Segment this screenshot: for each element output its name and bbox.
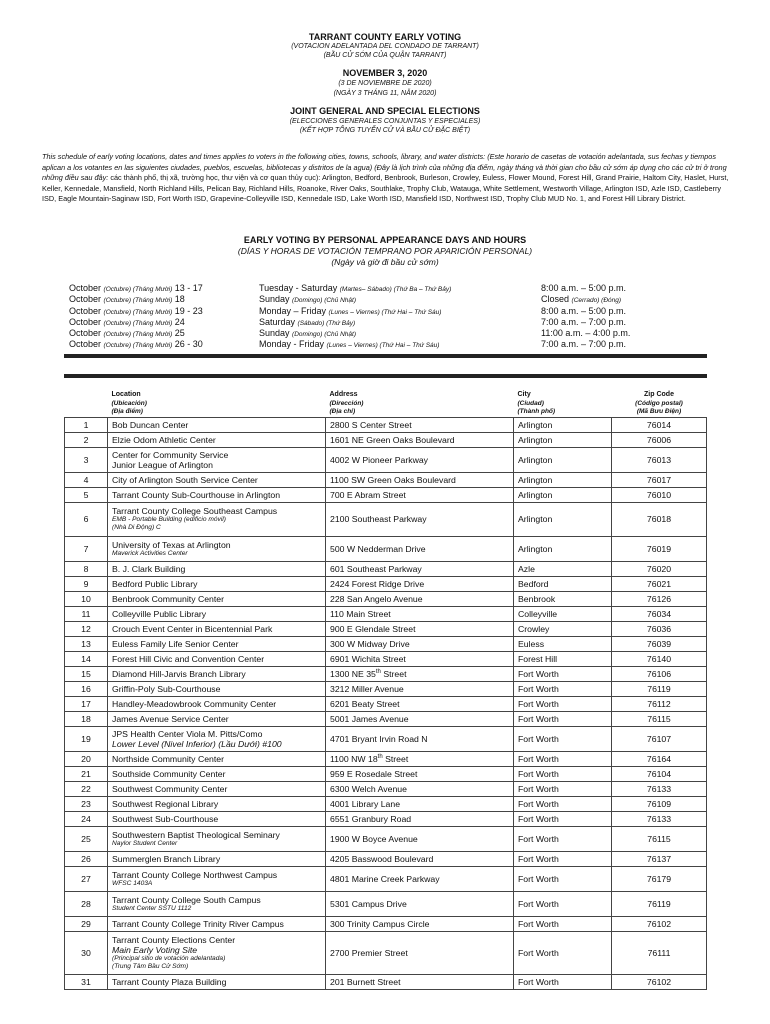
zip-cell: 76126	[612, 591, 707, 606]
location-line: Southwestern Baptist Theological Seminary	[112, 829, 280, 840]
zip-cell: 76112	[612, 696, 707, 711]
table-row	[65, 432, 707, 447]
col-city-header	[514, 389, 612, 417]
row-number: 27	[65, 866, 108, 891]
schedule-dates: October (Octubre) (Tháng Mười) 25	[69, 328, 185, 339]
table-row	[65, 711, 707, 726]
table-row	[65, 766, 707, 781]
address-cell: 5001 James Avenue	[326, 711, 514, 726]
city-cell: Crowley	[514, 621, 612, 636]
divider	[64, 354, 707, 358]
table-row	[65, 931, 707, 974]
zip-cell: 76115	[612, 711, 707, 726]
election-type: JOINT GENERAL AND SPECIAL ELECTIONS	[290, 106, 480, 116]
location-line: Colleyville Public Library	[112, 608, 207, 619]
schedule-row	[69, 317, 689, 328]
row-number: 18	[65, 711, 108, 726]
table-row	[65, 826, 707, 851]
zip-cell: 76115	[612, 826, 707, 851]
location-line: Bedford Public Library	[112, 578, 198, 589]
city-cell: Forest Hill	[514, 651, 612, 666]
table-row	[65, 974, 707, 989]
city-cell: Fort Worth	[514, 696, 612, 711]
doc-title-es: (VOTACION ADELANTADA DEL CONDADO DE TARRANT)	[291, 43, 479, 50]
table-row	[65, 891, 707, 916]
city-cell: Arlington	[514, 472, 612, 487]
zip-cell: 76137	[612, 851, 707, 866]
address-cell: 1900 W Boyce Avenue	[326, 826, 514, 851]
location-cell	[108, 711, 326, 726]
location-cell	[108, 487, 326, 502]
schedule-days: Sunday (Domingo) (Chủ Nhật)	[259, 328, 356, 339]
location-cell	[108, 826, 326, 851]
location-cell	[108, 472, 326, 487]
schedule-hours: 8:00 a.m. – 5:00 p.m.	[541, 283, 627, 293]
schedule-row	[69, 283, 689, 294]
location-cell	[108, 591, 326, 606]
location-line: Tarrant County College Trinity River Campus	[112, 918, 284, 929]
address-cell: 201 Burnett Street	[326, 974, 514, 989]
zip-cell: 76017	[612, 472, 707, 487]
schedule-hours: 11:00 a.m. – 4:00 p.m.	[541, 328, 631, 339]
table-row	[65, 651, 707, 666]
zip-cell: 76119	[612, 891, 707, 916]
city-cell: Colleyville	[514, 606, 612, 621]
location-line: Southside Community Center	[112, 768, 226, 779]
location-cell	[108, 851, 326, 866]
row-number: 13	[65, 636, 108, 651]
schedule-days: Sunday (Domingo) (Chủ Nhật)	[259, 294, 356, 305]
location-line: Maverick Activities Center	[112, 549, 188, 557]
schedule-days: Tuesday - Saturday (Martes– Sábado) (Thứ Ba – Thứ Bảy)	[259, 283, 452, 293]
address-cell: 2800 S Center Street	[326, 417, 514, 432]
address-cell: 6300 Welch Avenue	[326, 781, 514, 796]
zip-cell: 76109	[612, 796, 707, 811]
city-cell: Fort Worth	[514, 974, 612, 989]
row-number: 26	[65, 851, 108, 866]
zip-cell: 76014	[612, 417, 707, 432]
col-zip-label: Zip Code	[644, 391, 674, 398]
location-line: Tarrant County College Southeast Campus	[112, 506, 278, 516]
col-city-es: (Ciudad)	[517, 399, 544, 407]
zip-cell: 76107	[612, 726, 707, 751]
row-number: 21	[65, 766, 108, 781]
location-cell	[108, 916, 326, 931]
city-cell: Fort Worth	[514, 851, 612, 866]
location-cell	[108, 681, 326, 696]
row-number: 15	[65, 666, 108, 681]
city-cell: Fort Worth	[514, 711, 612, 726]
address-cell: 1300 NE 35th Street	[326, 666, 514, 681]
intro-districts: Arlington, Bedford, Benbrook, Burleson, Crowley, Euless, Flower Mound, Forest Hill, Grand Prairie, Haltom City, Haslet, Hurst, Keller, Kennedale, Mansfield, North Richland Hills, Pelican Bay, Richland Hills, Roanoke, River Oaks, Southlake, Trophy Club, Watauga, White Settlement, Westworth Village, Arlington ISD, Azle ISD, Castleberry ISD, Eagle Mountain-Saginaw ISD, Fort Worth ISD, Grapevine-Colleyville ISD, Kennedale ISD, Lake Worth ISD, Mansfield ISD, Northwest ISD, Trophy Club MUD No. 1, and Forest Hill Library District.	[42, 173, 729, 204]
address-cell: 300 Trinity Campus Circle	[326, 916, 514, 931]
address-cell: 2424 Forest Ridge Drive	[326, 576, 514, 591]
location-cell	[108, 931, 326, 974]
city-cell: Benbrook	[514, 591, 612, 606]
table-row	[65, 536, 707, 561]
location-cell	[108, 576, 326, 591]
location-line: (Nhà Di Động) C	[112, 524, 161, 531]
locations-table	[64, 389, 707, 990]
table-row	[65, 487, 707, 502]
row-number: 12	[65, 621, 108, 636]
table-header	[65, 389, 707, 417]
location-line: Griffin-Poly Sub-Courthouse	[112, 683, 221, 694]
location-line: Tarrant County College Northwest Campus	[112, 869, 278, 880]
location-line: Tarrant County Elections Center	[112, 934, 236, 945]
address-cell: 6551 Granbury Road	[326, 811, 514, 826]
location-line: Summerglen Branch Library	[112, 853, 221, 864]
row-number: 25	[65, 826, 108, 851]
city-cell: Fort Worth	[514, 681, 612, 696]
zip-cell: 76036	[612, 621, 707, 636]
city-cell: Fort Worth	[514, 811, 612, 826]
schedule-list	[69, 283, 689, 351]
address-cell: 4205 Basswood Boulevard	[326, 851, 514, 866]
city-cell: Arlington	[514, 487, 612, 502]
zip-cell: 76019	[612, 536, 707, 561]
divider	[64, 374, 707, 378]
schedule-days: Saturday (Sábado) (Thứ Bảy)	[259, 316, 356, 327]
table-row	[65, 636, 707, 651]
schedule-hours: 7:00 a.m. – 7:00 p.m.	[541, 339, 627, 350]
address-cell: 3212 Miller Avenue	[326, 681, 514, 696]
city-cell: Fort Worth	[514, 891, 612, 916]
schedule-hours: 8:00 a.m. – 5:00 p.m.	[541, 305, 627, 316]
location-cell	[108, 974, 326, 989]
table-row	[65, 781, 707, 796]
city-cell: Bedford	[514, 576, 612, 591]
col-address-label: Address	[329, 391, 358, 398]
doc-title-vi: (BẦU CỬ SỚM CỦA QUẬN TARRANT)	[323, 52, 447, 59]
table-row	[65, 502, 707, 536]
location-cell	[108, 781, 326, 796]
table-row	[65, 851, 707, 866]
location-cell	[108, 536, 326, 561]
election-date-vi: (NGÀY 3 THÁNG 11, NĂM 2020)	[333, 90, 437, 97]
row-number: 19	[65, 726, 108, 751]
address-cell: 500 W Nedderman Drive	[326, 536, 514, 561]
table-row	[65, 606, 707, 621]
address-cell: 6901 Wichita Street	[326, 651, 514, 666]
address-cell: 900 E Glendale Street	[326, 621, 514, 636]
schedule-hours: 7:00 a.m. – 7:00 p.m.	[541, 316, 627, 327]
table-row	[65, 561, 707, 576]
zip-cell: 76020	[612, 561, 707, 576]
location-line: Lower Level (Nivel Inferior) (Lầu Dưới) #100	[112, 738, 282, 749]
city-cell: Fort Worth	[514, 726, 612, 751]
location-cell	[108, 866, 326, 891]
city-cell: Arlington	[514, 536, 612, 561]
location-line: Diamond Hill-Jarvis Branch Library	[112, 668, 246, 679]
row-number: 8	[65, 561, 108, 576]
schedule-row	[69, 339, 689, 350]
location-line: Main Early Voting Site	[112, 944, 198, 955]
row-number: 31	[65, 974, 108, 989]
doc-title: TARRANT COUNTY EARLY VOTING	[308, 32, 462, 42]
table-row	[65, 666, 707, 681]
zip-cell: 76018	[612, 502, 707, 536]
city-cell: Arlington	[514, 447, 612, 472]
city-cell: Euless	[514, 636, 612, 651]
intro-spanish: (Este horario de casetas de votación adelantada, sus fechas y tiempos aplican a los votantes en las siguientes ciudades, pueblos, escuelas, bibliotecas y distritos de la agua)	[42, 152, 716, 172]
schedule-row	[69, 306, 689, 317]
location-cell	[108, 502, 326, 536]
schedule-title: EARLY VOTING BY PERSONAL APPEARANCE DAYS AND HOURS	[243, 235, 527, 245]
col-address-es: (Dirección)	[329, 399, 364, 407]
location-line: Tarrant County Plaza Building	[112, 976, 227, 987]
col-zip-es: (Código postal)	[635, 399, 683, 407]
address-cell: 2100 Southeast Parkway	[326, 502, 514, 536]
row-number: 5	[65, 487, 108, 502]
schedule-hours: Closed (Cerrado) (Đóng)	[541, 294, 622, 305]
row-number: 17	[65, 696, 108, 711]
row-number: 20	[65, 751, 108, 766]
table-row	[65, 696, 707, 711]
schedule-days: Monday - Friday (Lunes – Viernes) (Thứ Hai – Thứ Sáu)	[259, 339, 440, 350]
location-line: University of Texas at Arlington	[112, 539, 231, 550]
location-line: Southwest Sub-Courthouse	[112, 813, 219, 824]
location-cell	[108, 651, 326, 666]
election-type-es: (ELECCIONES GENERALES CONJUNTAS Y ESPECIALES)	[289, 118, 481, 125]
zip-cell: 76039	[612, 636, 707, 651]
table-row	[65, 621, 707, 636]
location-cell	[108, 621, 326, 636]
location-line: Tarrant County College South Campus	[112, 894, 261, 905]
table-row	[65, 417, 707, 432]
schedule-dates: October (Octubre) (Tháng Mười) 18	[69, 294, 185, 305]
zip-cell: 76102	[612, 974, 707, 989]
location-line: Crouch Event Center in Bicentennial Park	[112, 623, 273, 634]
col-zip-vi: (Mã Bưu Điện)	[636, 408, 682, 415]
table-row	[65, 447, 707, 472]
schedule-title-es: (DÍAS Y HORAS DE VOTACIÓN TEMPRANO POR APARICIÓN PERSONAL)	[237, 246, 533, 256]
schedule-row	[69, 328, 689, 339]
city-cell: Arlington	[514, 502, 612, 536]
intro-english: This schedule of early voting locations, dates and times applies to voters in the following cities, towns, schools, library, and water districts:	[42, 152, 486, 161]
col-city-vi: (Thành phố)	[517, 408, 556, 415]
location-cell	[108, 766, 326, 781]
address-cell: 4002 W Pioneer Parkway	[326, 447, 514, 472]
location-cell	[108, 726, 326, 751]
zip-cell: 76106	[612, 666, 707, 681]
schedule-row	[69, 294, 689, 305]
address-cell: 228 San Angelo Avenue	[326, 591, 514, 606]
row-number: 16	[65, 681, 108, 696]
city-cell: Fort Worth	[514, 866, 612, 891]
location-line: Center for Community Service	[112, 449, 229, 460]
location-line: Southwest Regional Library	[112, 798, 219, 809]
location-line: Junior League of Arlington	[112, 459, 213, 470]
table-row	[65, 576, 707, 591]
intro-vietnamese: (Đây là lịch trình của những địa điểm, ngày tháng và thời gian cho bầu cử sớm áp dụng cho các cử tri ở trong những điều sau đây:	[42, 162, 727, 183]
address-cell: 1601 NE Green Oaks Boulevard	[326, 432, 514, 447]
location-line: Benbrook Community Center	[112, 593, 225, 604]
location-line: Naylor Student Center	[112, 839, 178, 847]
zip-cell: 76164	[612, 751, 707, 766]
city-cell: Fort Worth	[514, 796, 612, 811]
location-cell	[108, 891, 326, 916]
location-cell	[108, 636, 326, 651]
table-row	[65, 796, 707, 811]
zip-cell: 76179	[612, 866, 707, 891]
row-number: 1	[65, 417, 108, 432]
table-row	[65, 472, 707, 487]
city-cell: Fort Worth	[514, 781, 612, 796]
location-cell	[108, 796, 326, 811]
city-cell: Arlington	[514, 432, 612, 447]
location-line: City of Arlington South Service Center	[112, 474, 258, 485]
col-location-es: (Ubicación)	[111, 399, 147, 407]
location-cell	[108, 606, 326, 621]
table-row	[65, 681, 707, 696]
location-cell	[108, 417, 326, 432]
address-cell: 110 Main Street	[326, 606, 514, 621]
row-number: 6	[65, 502, 108, 536]
address-cell: 4701 Bryant Irvin Road N	[326, 726, 514, 751]
row-number: 24	[65, 811, 108, 826]
address-cell: 1100 SW Green Oaks Boulevard	[326, 472, 514, 487]
location-line: Handley-Meadowbrook Community Center	[112, 698, 277, 709]
zip-cell: 76006	[612, 432, 707, 447]
address-cell: 601 Southeast Parkway	[326, 561, 514, 576]
location-cell	[108, 447, 326, 472]
row-number: 2	[65, 432, 108, 447]
address-cell: 6201 Beaty Street	[326, 696, 514, 711]
table-row	[65, 916, 707, 931]
city-cell: Fort Worth	[514, 931, 612, 974]
col-address-vi: (Địa chỉ)	[329, 408, 356, 415]
row-number: 22	[65, 781, 108, 796]
table-row	[65, 811, 707, 826]
schedule-days: Monday – Friday (Lunes – Viernes) (Thứ Hai – Thứ Sáu)	[259, 305, 442, 316]
zip-cell: 76013	[612, 447, 707, 472]
city-cell: Azle	[514, 561, 612, 576]
row-number: 4	[65, 472, 108, 487]
zip-cell: 76111	[612, 931, 707, 974]
table-row	[65, 726, 707, 751]
location-line: (Trung Tâm Bầu Cử Sớm)	[112, 962, 189, 970]
col-zip-header	[612, 389, 707, 417]
location-cell	[108, 696, 326, 711]
table-row	[65, 751, 707, 766]
row-number: 9	[65, 576, 108, 591]
row-number: 3	[65, 447, 108, 472]
schedule-dates: October (Octubre) (Tháng Mười) 24	[69, 316, 185, 327]
zip-cell: 76034	[612, 606, 707, 621]
location-line: Student Center SSTU 1112	[112, 904, 192, 912]
city-cell: Fort Worth	[514, 916, 612, 931]
address-cell: 959 E Rosedale Street	[326, 766, 514, 781]
zip-cell: 76102	[612, 916, 707, 931]
location-line: Bob Duncan Center	[112, 419, 189, 430]
zip-cell: 76133	[612, 811, 707, 826]
city-cell: Fort Worth	[514, 826, 612, 851]
row-number: 10	[65, 591, 108, 606]
location-line: Southwest Community Center	[112, 783, 228, 794]
schedule-title-vi: (Ngày và giờ đi bầu cử sớm)	[331, 257, 439, 267]
col-city-label: City	[517, 391, 531, 398]
location-line: JPS Health Center Viola M. Pitts/Como	[112, 728, 263, 739]
row-number: 23	[65, 796, 108, 811]
table-row	[65, 591, 707, 606]
location-line: EMB - Portable Building (edificio móvil)	[112, 516, 226, 523]
col-location-vi: (Địa điểm)	[111, 408, 143, 415]
address-cell: 4801 Marine Creek Parkway	[326, 866, 514, 891]
intro-vietnamese-list: các thành phố, thị xã, trường học, thư viện và cơ quan thủy cục):	[110, 173, 321, 183]
location-line: WFSC 1403A	[112, 879, 153, 887]
schedule-dates: October (Octubre) (Tháng Mười) 19 - 23	[69, 305, 203, 316]
zip-cell: 76140	[612, 651, 707, 666]
location-cell	[108, 666, 326, 681]
location-line: Euless Family Life Senior Center	[112, 638, 239, 649]
address-cell: 2700 Premier Street	[326, 931, 514, 974]
col-address-header	[326, 389, 514, 417]
city-cell: Fort Worth	[514, 766, 612, 781]
col-location-header	[108, 389, 326, 417]
election-date-es: (3 DE NOVIEMBRE DE 2020)	[338, 80, 432, 87]
location-line: Elzie Odom Athletic Center	[112, 434, 216, 445]
location-line: Forest Hill Civic and Convention Center	[112, 653, 265, 664]
schedule-dates: October (Octubre) (Tháng Mười) 13 - 17	[69, 283, 203, 293]
address-cell: 1100 NW 18th Street	[326, 751, 514, 766]
col-location-label: Location	[111, 391, 141, 398]
header-spacer	[65, 389, 108, 417]
city-cell: Fort Worth	[514, 751, 612, 766]
row-number: 29	[65, 916, 108, 931]
location-line: B. J. Clark Building	[112, 563, 186, 574]
city-cell: Arlington	[514, 417, 612, 432]
zip-cell: 76010	[612, 487, 707, 502]
location-cell	[108, 561, 326, 576]
location-line: James Avenue Service Center	[112, 713, 229, 724]
address-cell: 700 E Abram Street	[326, 487, 514, 502]
row-number: 30	[65, 931, 108, 974]
intro-paragraph	[42, 152, 732, 205]
location-cell	[108, 432, 326, 447]
row-number: 11	[65, 606, 108, 621]
location-cell	[108, 751, 326, 766]
location-line: Northside Community Center	[112, 753, 225, 764]
row-number: 7	[65, 536, 108, 561]
zip-cell: 76133	[612, 781, 707, 796]
location-line: (Principal sitio de votación adelantada)	[112, 954, 226, 962]
schedule-dates: October (Octubre) (Tháng Mười) 26 - 30	[69, 339, 203, 350]
city-cell: Fort Worth	[514, 666, 612, 681]
zip-cell: 76104	[612, 766, 707, 781]
election-type-vi: (KẾT HỢP TỔNG TUYỂN CỬ VÀ BẦU CỬ ĐẶC BIỆT)	[299, 127, 471, 134]
location-cell	[108, 811, 326, 826]
location-line: Tarrant County Sub-Courthouse in Arlington	[112, 489, 281, 500]
zip-cell: 76119	[612, 681, 707, 696]
address-cell: 4001 Library Lane	[326, 796, 514, 811]
address-cell: 300 W Midway Drive	[326, 636, 514, 651]
election-date: NOVEMBER 3, 2020	[342, 68, 428, 78]
table-row	[65, 866, 707, 891]
address-cell: 5301 Campus Drive	[326, 891, 514, 916]
row-number: 28	[65, 891, 108, 916]
zip-cell: 76021	[612, 576, 707, 591]
row-number: 14	[65, 651, 108, 666]
